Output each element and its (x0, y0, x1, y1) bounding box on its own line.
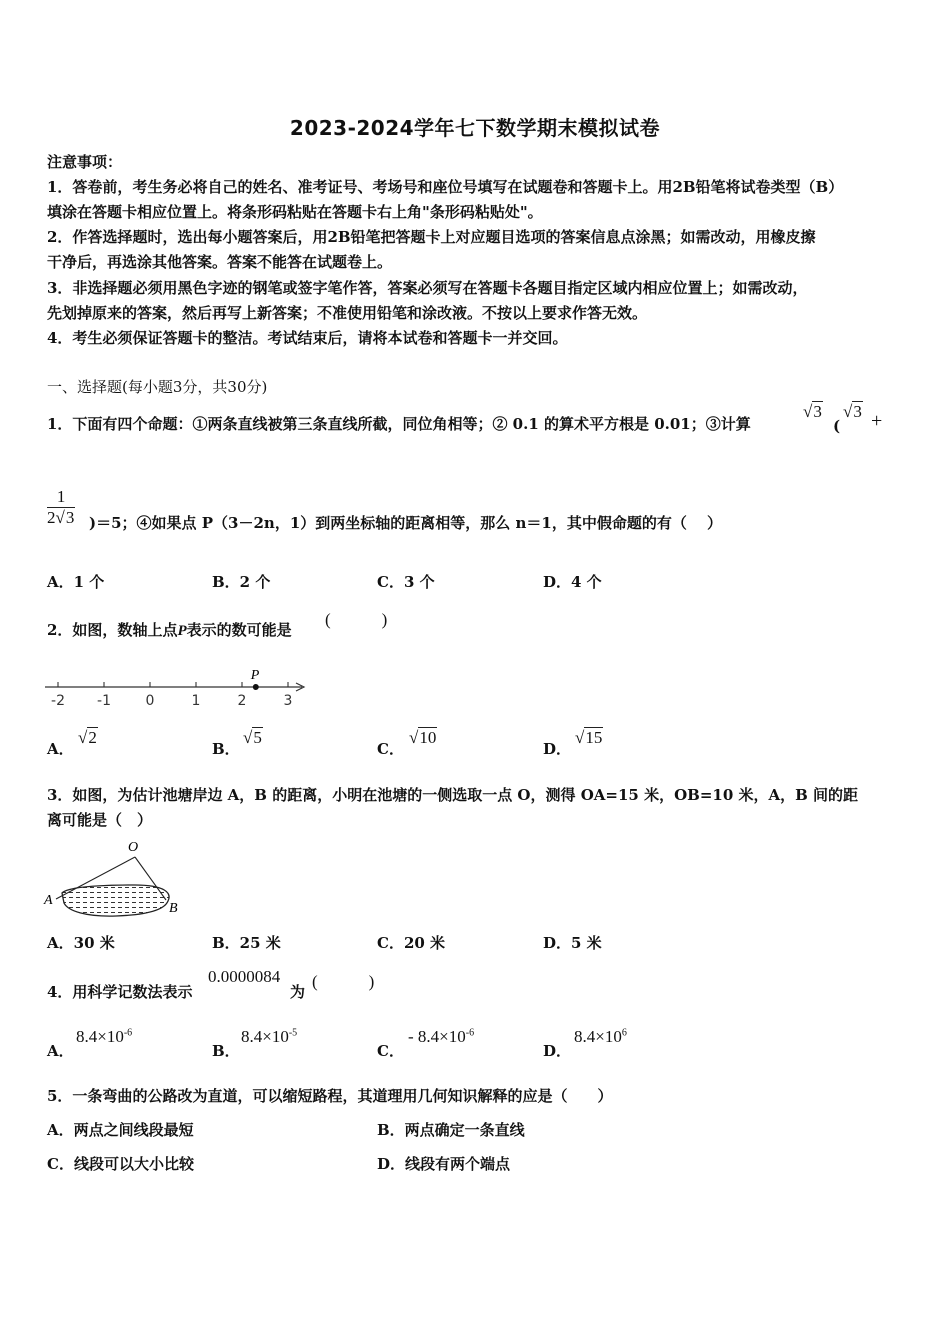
page-title: 2023-2024学年七下数学期末模拟试卷 (289, 116, 661, 140)
label-o: O (128, 840, 139, 855)
q3-option-d[interactable]: D．5 米 (543, 934, 602, 952)
q4-number: 0.0000084 (208, 967, 281, 986)
q4-paren: ( ) (312, 972, 375, 991)
axis-tick-label: 2 (237, 693, 247, 709)
q1-line2: )＝5；④如果点 P（3－2n，1）到两坐标轴的距离相等，那么 n＝1，其中假命题的有（ ） (89, 514, 723, 532)
q2-var: P (177, 623, 187, 639)
q1-paren-open: ( (833, 417, 841, 435)
label-b: B (169, 901, 178, 916)
q4-option-c-value (408, 1027, 474, 1047)
q2-option-a-value: √2 (78, 728, 97, 747)
q5-text: 5．一条弯曲的公路改为直道，可以缩短路程，其道理用几何知识解释的应是（ ） (47, 1087, 613, 1105)
q5-option-d[interactable]: D．线段有两个端点 (377, 1155, 511, 1173)
option-letter: D． (543, 740, 572, 758)
option-letter: A． (47, 740, 74, 758)
notice-heading: 注意事项： (47, 153, 123, 171)
q3-option-c[interactable]: C．20 米 (377, 934, 446, 952)
notice-line: 填涂在答题卡相应位置上。将条形码粘贴在答题卡右上角"条形码粘贴处"。 (47, 203, 543, 221)
q5-option-b[interactable]: B．两点确定一条直线 (377, 1121, 525, 1139)
fraction-numerator: 1 (47, 487, 75, 508)
q1-option-c[interactable]: C．3 个 (377, 573, 435, 591)
q1-line1: 1．下面有四个命题：①两条直线被第三条直线所截，同位角相等；② 0.1 的算术平方根是 0.01；③计算 (47, 415, 751, 433)
q1-plus: + (871, 410, 883, 432)
radicand: 2 (88, 728, 97, 747)
q2-option-b-value: √5 (243, 728, 262, 747)
sci-base: 8.4×10 (76, 1027, 124, 1046)
axis-tick-label: -2 (51, 693, 65, 709)
q2-text2: 表示的数可能是 (186, 621, 292, 639)
sci-exponent: 6 (621, 1027, 627, 1039)
q1-option-a[interactable]: A．1 个 (47, 573, 105, 591)
number-line-figure (40, 665, 315, 710)
sci-exponent: -6 (465, 1027, 475, 1039)
radicand: 3 (65, 508, 75, 527)
notice-line: 1．答卷前，考生务必将自己的姓名、准考证号、考场号和座位号填写在试题卷和答题卡上。用2B铅笔将试卷类型（B） (47, 178, 844, 196)
option-letter: C． (377, 740, 404, 758)
option-letter: C． (377, 1042, 404, 1060)
q1-option-b[interactable]: B．2 个 (212, 573, 271, 591)
notice-line: 2．作答选择题时，选出每小题答案后，用2B铅笔把答题卡上对应题目选项的答案信息点涂黑；如需改动，用橡皮擦 (47, 228, 816, 246)
q2-paren: ( ) (325, 610, 388, 629)
sci-base: - 8.4×10 (408, 1027, 466, 1046)
option-letter: B． (212, 1042, 240, 1060)
q4-option-d[interactable] (543, 1039, 571, 1064)
q1-sqrt-term: √3 (843, 402, 862, 421)
axis-tick-label: 1 (191, 693, 201, 709)
q4-text2: 为 (290, 983, 306, 1001)
q1-fraction: $\frac{1}{2√3}$ (47, 487, 75, 527)
q4-text: 4．用科学记数法表示 (47, 983, 193, 1001)
q2-option-c-value: √10 (409, 728, 437, 747)
q4-option-a-value (76, 1027, 132, 1047)
q2-option-c[interactable] (377, 737, 404, 762)
q2-option-d[interactable] (543, 737, 571, 762)
notice-line: 3．非选择题必须用黑色字迹的钢笔或签字笔作答，答案必须写在答题卡各题目指定区域内相应位置上；如需改动， (47, 279, 808, 297)
q2-option-d-value: √15 (575, 728, 603, 747)
axis-tick-label: -1 (97, 693, 111, 709)
notice-line: 先划掉原来的答案，然后再写上新答案；不准使用铅笔和涂改液。不按以上要求作答无效。 (47, 304, 648, 322)
notice-line: 4．考生必须保证答题卡的整洁。考试结束后，请将本试卷和答题卡一并交回。 (47, 329, 568, 347)
q5-option-c[interactable]: C．线段可以大小比较 (47, 1155, 194, 1173)
point-p-marker (253, 684, 259, 690)
section-heading: 一、选择题(每小题3分，共30分) (47, 378, 268, 396)
q2-stem (47, 618, 292, 644)
radicand: 15 (585, 728, 603, 747)
pond-figure (40, 835, 190, 925)
sci-base: 8.4×10 (241, 1027, 289, 1046)
fraction-coef: 2 (47, 508, 56, 527)
q1-sqrt-term: √3 (803, 402, 822, 421)
radicand: 10 (419, 728, 437, 747)
pond-shape (62, 885, 169, 916)
q2-option-b[interactable] (212, 737, 240, 762)
q4-option-a[interactable] (47, 1039, 74, 1064)
option-letter: D． (543, 1042, 572, 1060)
q1-option-d[interactable]: D．4 个 (543, 573, 602, 591)
radicand: 3 (853, 402, 862, 421)
q3-line2: 离可能是（ ） (47, 811, 153, 829)
q4-option-c[interactable] (377, 1039, 404, 1064)
q3-line1: 3．如图，为估计池塘岸边 A，B 的距离，小明在池塘的一侧选取一点 O，测得 OA=15 米，OB=10 米，A，B 间的距 (47, 786, 859, 804)
label-a: A (44, 893, 53, 908)
radicand: 5 (253, 728, 262, 747)
sci-exponent: -5 (288, 1027, 298, 1039)
sci-base: 8.4×10 (574, 1027, 622, 1046)
q3-option-a[interactable]: A．30 米 (47, 934, 115, 952)
radicand: 3 (813, 402, 822, 421)
q4-option-b-value (241, 1027, 297, 1047)
notice-line: 干净后，再选涂其他答案。答案不能答在试题卷上。 (47, 253, 393, 271)
sci-exponent: -6 (123, 1027, 133, 1039)
q4-option-b[interactable] (212, 1039, 240, 1064)
q2-text: 2．如图，数轴上点 (47, 621, 178, 639)
axis-tick-label: 0 (145, 693, 155, 709)
q2-option-a[interactable] (47, 737, 74, 762)
q5-option-a[interactable]: A．两点之间线段最短 (47, 1121, 194, 1139)
option-letter: A． (47, 1042, 74, 1060)
point-p-label: P (250, 668, 260, 683)
q3-option-b[interactable]: B．25 米 (212, 934, 281, 952)
axis-tick-label: 3 (283, 693, 293, 709)
option-letter: B． (212, 740, 240, 758)
q4-option-d-value (574, 1027, 627, 1047)
